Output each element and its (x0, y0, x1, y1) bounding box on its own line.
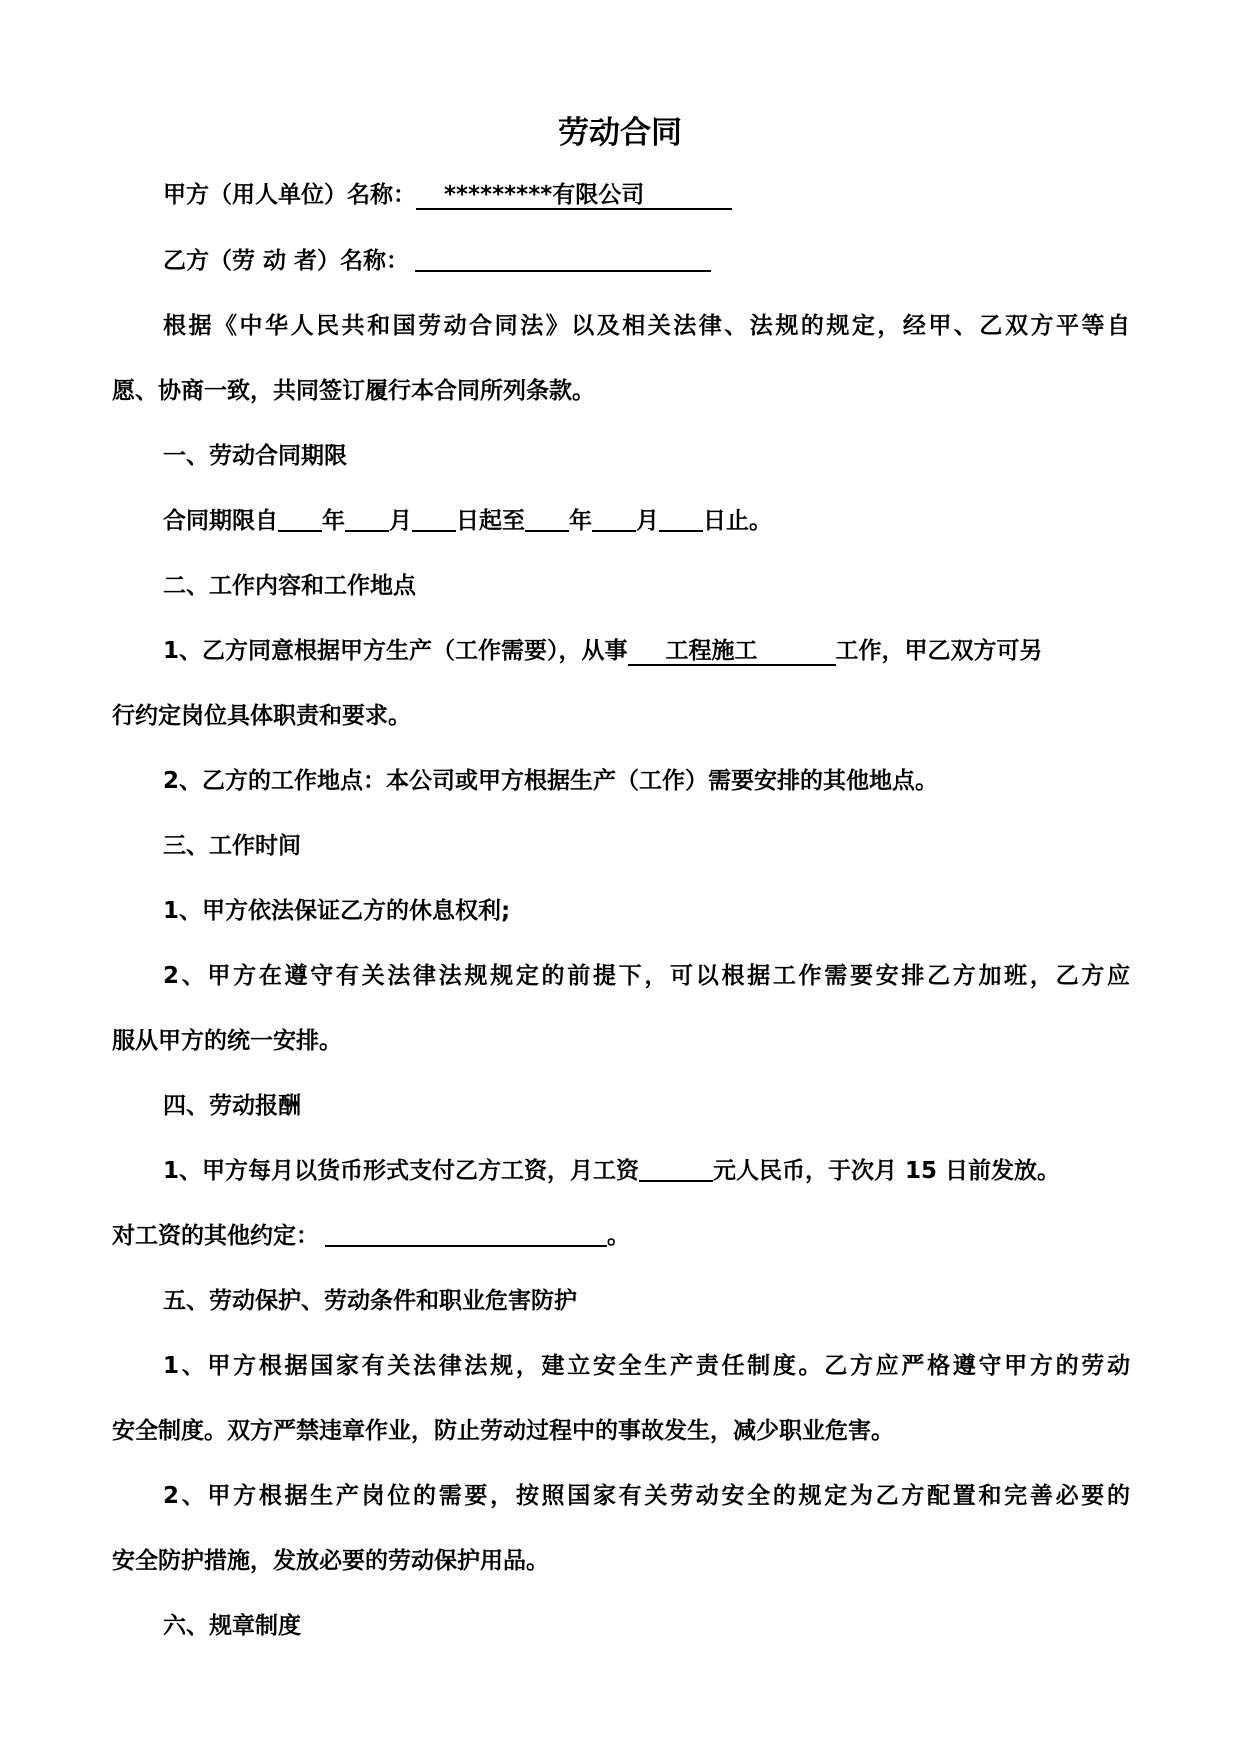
section-4-item-1: 1、甲方每月以货币形式支付乙方工资，月工资 元人民币，于次月 15 日前发放。 (163, 1158, 1061, 1184)
contract-term-line: 合同期限自 年 月 日起至 年 月 日止。 (163, 508, 772, 534)
end-day-blank (659, 506, 703, 532)
section-5-heading: 五、劳动保护、劳动条件和职业危害防护 (163, 1288, 577, 1314)
party-a-name: *********有限公司 (416, 182, 732, 210)
start-month-blank (345, 506, 389, 532)
section-3-item-2-cont: 服从甲方的统一安排。 (112, 1028, 342, 1054)
section-5-item-2: 2、甲方根据生产岗位的需要，按照国家有关劳动安全的规定为乙方配置和完善必要的 (163, 1483, 1130, 1509)
section-6-heading: 六、规章制度 (163, 1613, 301, 1639)
party-b-label: 乙方（劳 动 者）名称： (163, 248, 410, 274)
other-salary-line: 对工资的其他约定： 。 (112, 1223, 630, 1249)
section-5-item-2-cont: 安全防护措施，发放必要的劳动保护用品。 (112, 1548, 549, 1574)
other-salary-blank (325, 1221, 607, 1247)
section-3-item-1: 1、甲方依法保证乙方的休息权利; (163, 898, 511, 924)
start-year-blank (278, 506, 322, 532)
document-title: 劳动合同 (558, 115, 682, 151)
party-a-line (163, 178, 732, 212)
intro-line-1: 根据《中华人民共和国劳动合同法》以及相关法律、法规的规定，经甲、乙双方平等自 (163, 313, 1130, 339)
end-year-blank (525, 506, 569, 532)
section-5-item-1-cont: 安全制度。双方严禁违章作业，防止劳动过程中的事故发生，减少职业危害。 (112, 1418, 894, 1444)
job-title: 工程施工 (628, 638, 836, 666)
intro-line-2: 愿、协商一致，共同签订履行本合同所列条款。 (112, 378, 595, 404)
section-2-heading: 二、工作内容和工作地点 (163, 573, 416, 599)
section-3-heading: 三、工作时间 (163, 833, 301, 859)
section-2-item-1-cont: 行约定岗位具体职责和要求。 (112, 703, 411, 729)
section-5-item-1: 1、甲方根据国家有关法律法规，建立安全生产责任制度。乙方应严格遵守甲方的劳动 (163, 1353, 1130, 1379)
section-4-heading: 四、劳动报酬 (163, 1093, 301, 1119)
section-2-item-2: 2、乙方的工作地点：本公司或甲方根据生产（工作）需要安排的其他地点。 (163, 768, 939, 794)
end-month-blank (592, 506, 636, 532)
section-2-item-1: 1、乙方同意根据甲方生产（工作需要），从事 工程施工 工作，甲乙双方可另 (163, 638, 1043, 664)
salary-blank (639, 1156, 713, 1182)
section-3-item-2: 2、甲方在遵守有关法律法规规定的前提下，可以根据工作需要安排乙方加班，乙方应 (163, 963, 1130, 989)
start-day-blank (412, 506, 456, 532)
section-1-heading: 一、劳动合同期限 (163, 443, 347, 469)
party-b-name-blank (415, 246, 711, 272)
party-b-line (163, 244, 711, 278)
party-a-label: 甲方（用人单位）名称： (163, 182, 416, 208)
